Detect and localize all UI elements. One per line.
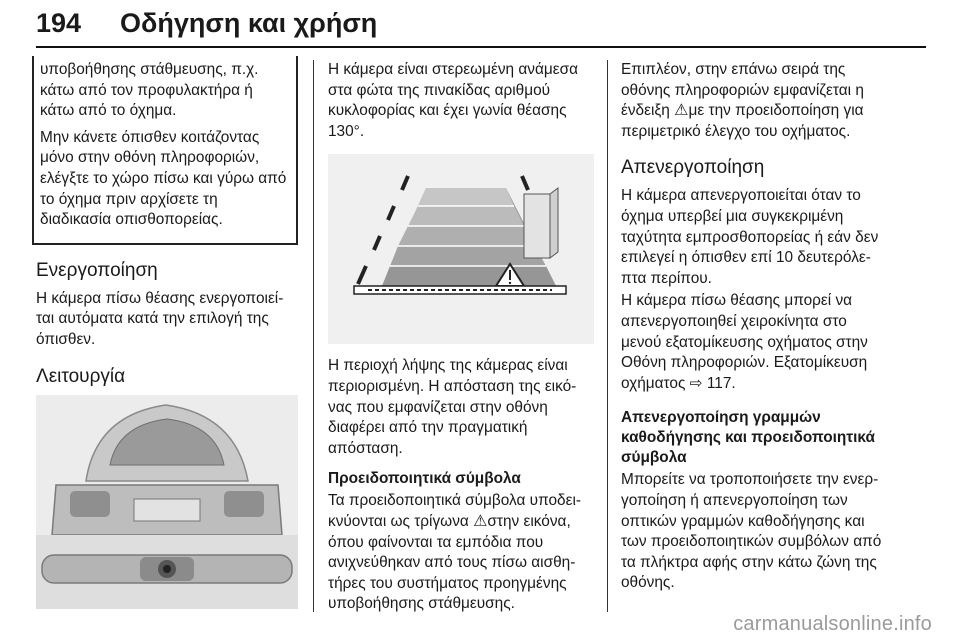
deactivation-paragraph-1: Η κάμερα απενεργοποιείται όταν το όχημα υπερβεί μια συγκεκριμένη ταχύτητα εμπροσθοπορείας ή εάν δεν επιλεγεί η όπισθεν επί 10 δευτερόλε-πτα περίπου. <box>621 187 879 287</box>
col3-intro-post: με την προειδοποίηση για περιμετρικό έλεγχο του οχήματος. <box>621 102 864 140</box>
camera-intro: Η κάμερα είναι στερεωμένη ανάμεσα στα φώτα της πινακίδας αριθμού κυκλοφορίας και έχει γωνία θέασης 130°. <box>328 61 578 140</box>
warning-symbols-heading: Προειδοποιητικά σύμβολα <box>328 470 521 488</box>
deactivation-heading: Απενεργοποίηση <box>621 157 765 179</box>
page-header <box>36 2 926 46</box>
page-reference-arrow-icon: ⇨ <box>689 374 707 392</box>
activation-heading: Ενεργοποίηση <box>36 259 158 281</box>
car-rear-camera-illustration <box>36 395 298 609</box>
chapter-title: Οδήγηση και χρήση <box>120 8 378 38</box>
deactivation-paragraph-2 <box>621 291 891 394</box>
column-left <box>36 60 298 609</box>
col3-intro-pre: Επιπλέον, στην επάνω σειρά της οθόνης πληροφοριών εμφανίζεται η ένδειξη <box>621 61 864 120</box>
column-divider-1 <box>313 60 314 612</box>
camera-display-illustration <box>328 154 594 344</box>
column-right <box>621 60 891 596</box>
guidelines-text: Μπορείτε να τροποποιήσετε την ενερ-γοποίηση ή απενεργοποίηση των οπτικών γραμμών καθοδήγησης και των προειδοποιητικών συμβόλων από τα πλήκτρα αφής στην κάτω ζώνη της οθόνης. <box>621 471 882 592</box>
warning-symbols-text-post: στην εικόνα, όπου φαίνονται τα εμπόδια που ανιχνεύθηκαν από τους πίσω αισθη-τήρες του συστήματος προηγμένης υποβοήθησης στάθμευσης. <box>328 512 576 613</box>
warning-box-paragraph-2: Μην κάνετε όπισθεν κοιτάζοντας μόνο στην οθόνη πληροφοριών, ελέγξτε το χώρο πίσω και γύρω από το όχημα πριν αρχίσετε τη διαδικασία οπισθοπορείας. <box>40 128 287 229</box>
guidelines-heading: Απενεργοποίηση γραμμών καθοδήγησης και προειδοποιητικά σύμβολα <box>621 409 875 467</box>
warning-box-paragraph-1: υποβοήθησης στάθμευσης, π.χ. κάτω από τον προφυλακτήρα ή κάτω από το όχημα. <box>40 61 259 120</box>
col3-intro <box>621 60 891 142</box>
warning-symbols-text-pre: Τα προειδοποιητικά σύμβολα υποδει-κνύονται ως τρίγωνα <box>328 492 582 530</box>
activation-text: Η κάμερα πίσω θέασης ενεργοποιεί-ται αυτόματα κατά την επιλογή της όπισθεν. <box>36 289 284 348</box>
watermark: carmanualsonline.info <box>733 613 932 635</box>
column-divider-2 <box>607 60 608 612</box>
camera-area-text: Η περιοχή λήψης της κάμερας είναι περιορισμένη. Η απόσταση της εικό-νας που εμφανίζεται στην οθόνη διαφέρει από την πραγματική απόσταση. <box>328 357 577 457</box>
header-rule <box>36 46 926 48</box>
page-reference[interactable]: 117. <box>706 374 736 392</box>
page-number: 194 <box>36 8 82 38</box>
column-middle <box>328 60 594 617</box>
warning-box <box>32 56 298 245</box>
warning-triangle-icon: ⚠ <box>674 102 689 120</box>
warning-symbols-text <box>328 491 594 615</box>
operation-heading: Λειτουργία <box>36 365 126 387</box>
deactivation-paragraph-2-text: Η κάμερα πίσω θέασης μπορεί να απενεργοποιηθεί χειροκίνητα στο μενού εξατομίκευσης οχήματος στην Οθόνη πληροφοριών. Εξατομίκευση οχήματος <box>621 292 868 392</box>
warning-triangle-icon: ⚠ <box>473 512 488 530</box>
